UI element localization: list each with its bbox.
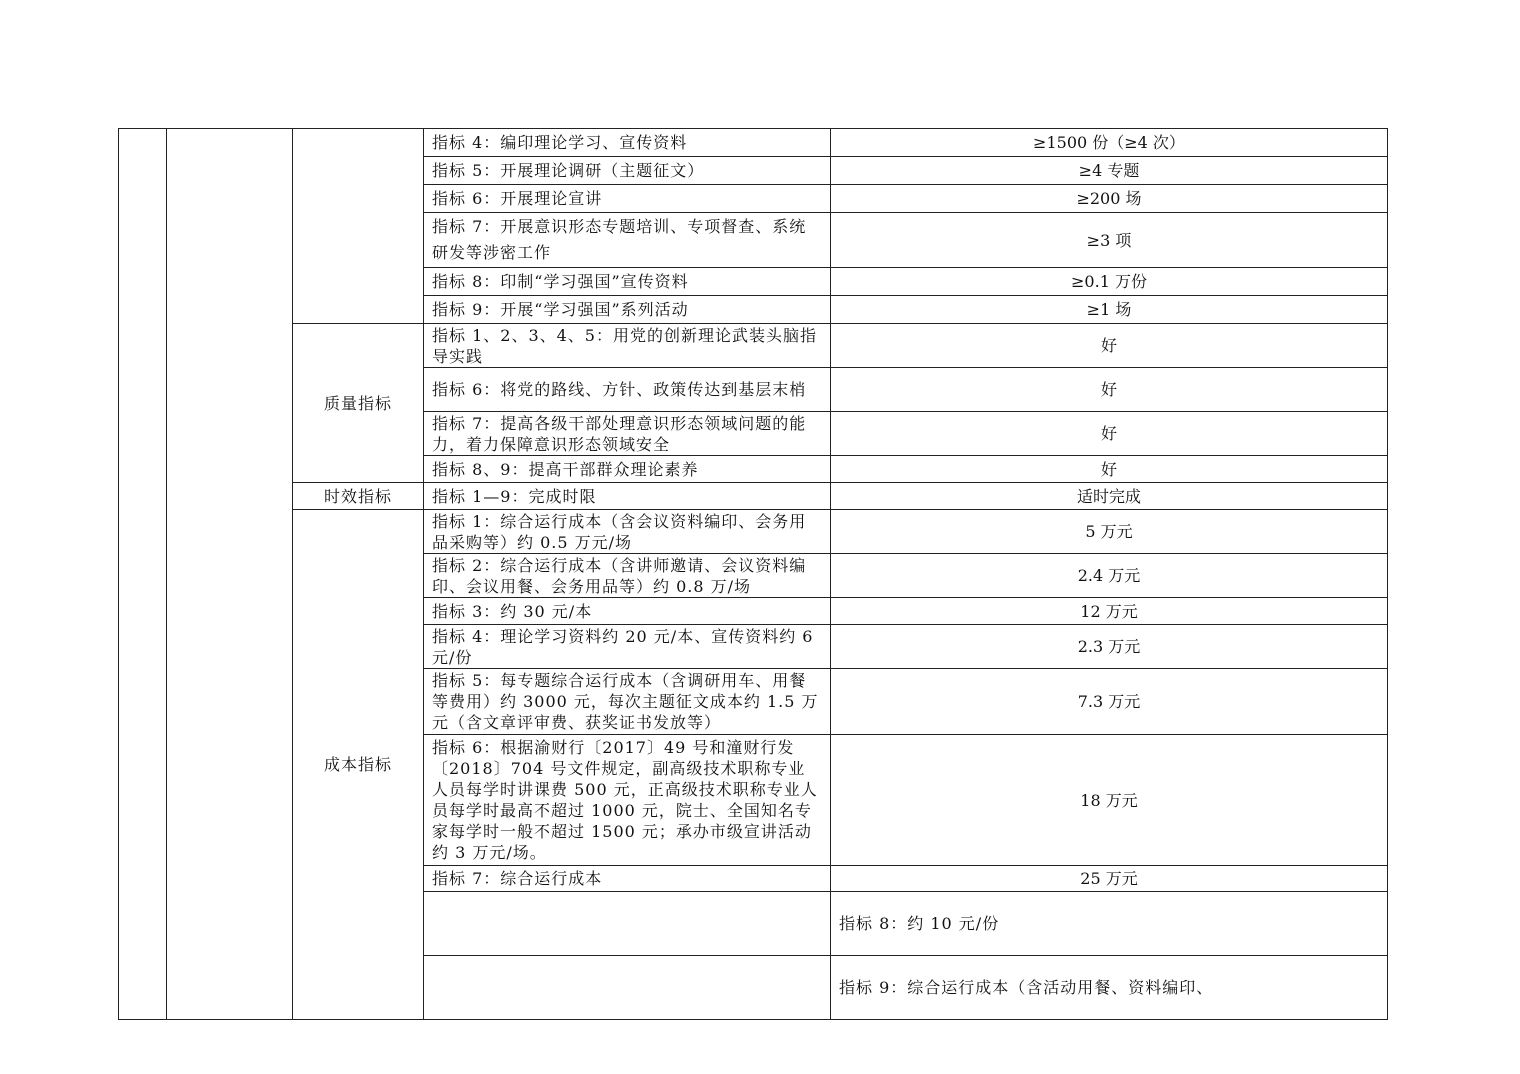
- indicator-value: 12 万元: [831, 598, 1388, 625]
- document-page: [118, 128, 1387, 1020]
- indicator-text: 指标 8：约 10 元/份: [831, 892, 1388, 956]
- indicator-value: ≥0.1 万份: [831, 268, 1388, 296]
- indicator-value: 适时完成: [831, 483, 1388, 510]
- indicator-text: 指标 5：每专题综合运行成本（含调研用车、用餐等费用）约 3000 元，每次主题征文成本约 1.5 万元（含文章评审费、获奖证书发放等）: [424, 669, 831, 735]
- indicator-value: 18 万元: [831, 735, 1388, 866]
- indicator-text: 指标 1：综合运行成本（含会议资料编印、会务用品采购等）约 0.5 万元/场: [424, 510, 831, 554]
- indicator-text: 指标 4：理论学习资料约 20 元/本、宣传资料约 6 元/份: [424, 625, 831, 669]
- indicator-text: 指标 1—9：完成时限: [424, 483, 831, 510]
- indicator-value: 5 万元: [831, 510, 1388, 554]
- indicator-value: 7.3 万元: [831, 669, 1388, 735]
- level1-category-cell: [119, 129, 167, 1020]
- indicator-text: 指标 3：约 30 元/本: [424, 598, 831, 625]
- indicator-text: 指标 5：开展理论调研（主题征文）: [424, 157, 831, 185]
- quality-category-label: 质量指标: [293, 324, 424, 483]
- indicator-text: 指标 9：综合运行成本（含活动用餐、资料编印、: [831, 956, 1388, 1020]
- indicator-value: ≥1 场: [831, 296, 1388, 324]
- indicator-value: 2.4 万元: [831, 554, 1388, 598]
- indicator-text: 指标 7：开展意识形态专题培训、专项督查、系统研发等涉密工作: [424, 213, 831, 268]
- indicator-text: 指标 7：提高各级干部处理意识形态领域问题的能力，着力保障意识形态领域安全: [424, 412, 831, 456]
- indicator-text: 指标 9：开展“学习强国”系列活动: [424, 296, 831, 324]
- timeliness-category-label: 时效指标: [293, 483, 424, 510]
- table-row: [119, 483, 1388, 510]
- indicator-text: 指标 1、2、3、4、5：用党的创新理论武装头脑指导实践: [424, 324, 831, 368]
- cost-category-label: 成本指标: [293, 510, 424, 1020]
- indicator-value: 2.3 万元: [831, 625, 1388, 669]
- indicator-value: 好: [831, 456, 1388, 483]
- performance-indicator-table: [118, 128, 1388, 1020]
- indicator-value: ≥3 项: [831, 213, 1388, 268]
- indicator-text: 指标 8、9：提高干部群众理论素养: [424, 456, 831, 483]
- indicator-value: ≥4 专题: [831, 157, 1388, 185]
- indicator-text: 指标 8：印制“学习强国”宣传资料: [424, 268, 831, 296]
- indicator-text: 指标 6：开展理论宣讲: [424, 185, 831, 213]
- indicator-value: ≥200 场: [831, 185, 1388, 213]
- indicator-value: 好: [831, 368, 1388, 412]
- indicator-value: 25 万元: [831, 866, 1388, 892]
- indicator-text: 指标 2：综合运行成本（含讲师邀请、会议资料编印、会议用餐、会务用品等）约 0.8 万/场: [424, 554, 831, 598]
- indicator-text: 指标 4：编印理论学习、宣传资料: [424, 129, 831, 157]
- indicator-value: 好: [831, 324, 1388, 368]
- indicator-text: 指标 6：将党的路线、方针、政策传达到基层末梢: [424, 368, 831, 412]
- indicator-text: 指标 7：综合运行成本: [424, 866, 831, 892]
- table-row: [119, 324, 1388, 368]
- indicator-value: 好: [831, 412, 1388, 456]
- level2-category-cell: [167, 129, 293, 1020]
- level2-category-cell: [424, 892, 831, 956]
- table-row: [119, 129, 1388, 157]
- quantity-category-cell: [293, 129, 424, 324]
- indicator-text: 指标 6：根据渝财行〔2017〕49 号和潼财行发〔2018〕704 号文件规定，副高级技术职称专业人员每学时讲课费 500 元，正高级技术职称专业人员每学时最高不超过 1000 元，院士、全国知名专家每学时一般不超过 1500 元；承办市级宣讲活动约 3 万元/场。: [424, 735, 831, 866]
- indicator-value: ≥1500 份（≥4 次）: [831, 129, 1388, 157]
- table-row: [119, 510, 1388, 554]
- level2-category-cell: [424, 956, 831, 1020]
